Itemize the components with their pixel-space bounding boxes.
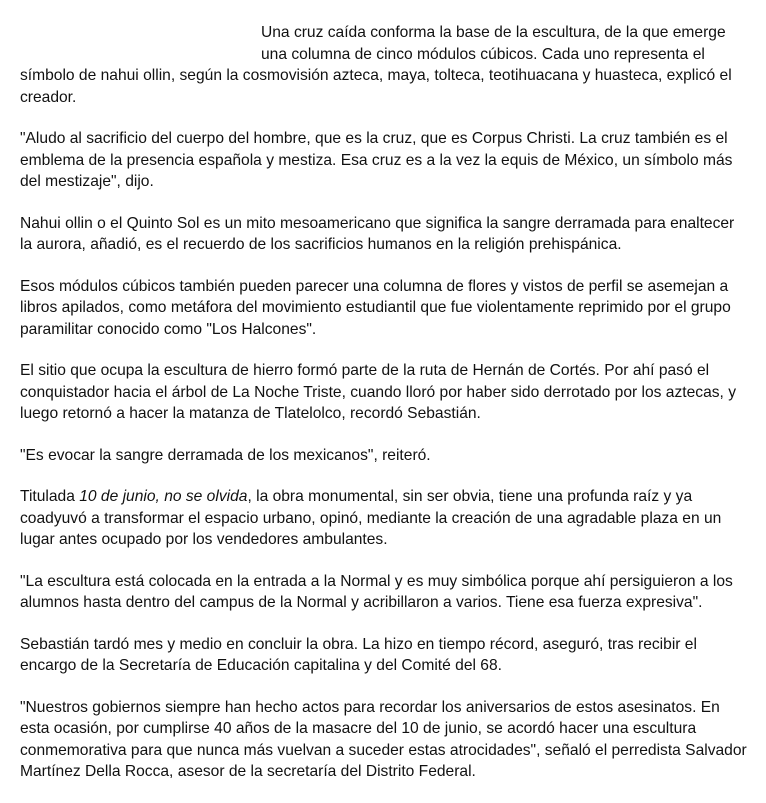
paragraph-7 [20,486,750,551]
text-line: lugar antes ocupado por los vendedores ambulantes. [20,531,388,548]
text-line: El sitio que ocupa la escultura de hierro formó parte de la ruta de Hernán de Cortés. Por ahí pasó el [20,362,710,379]
text-line: "Nuestros gobiernos siempre han hecho actos para recordar los aniversarios de estos asesinatos. En [20,698,720,716]
paragraph-10 [20,697,750,783]
text-line: esta ocasión, por cumplirse 40 años de la masacre del 10 de junio, se acordó hacer una escultura [20,720,697,737]
paragraph-2 [20,128,750,193]
paragraph-9 [20,634,750,677]
text-line: Esos módulos cúbicos también pueden parecer una columna de flores y vistos de perfil se asemejan a [20,277,729,295]
paragraph-1 [20,22,750,108]
text-line: creador. [20,88,77,106]
text-line: libros apilados, como metáfora del movimiento estudiantil que fue violentamente reprimido por el grupo [20,299,731,316]
paragraph-4 [20,276,750,341]
text-line: "La escultura está colocada en la entrada a la Normal y es muy simbólica porque ahí persiguieron a los [20,572,733,590]
paragraph-5 [20,360,750,425]
text-line: alumnos hasta dentro del campus de la Normal y acribillaron a varios. Tiene esa fuerza expresiva". [20,594,703,611]
article-body [20,22,750,803]
text-line: "Es evocar la sangre derramada de los mexicanos", reiteró. [20,446,431,464]
paragraph-3 [20,213,750,256]
text-line: Sebastián tardó mes y medio en concluir la obra. La hizo en tiempo récord, aseguró, tras recibir el [20,635,697,653]
text-line: emblema de la presencia española y mestiza. Esa cruz es a la vez la equis de México, un símbolo más [20,151,733,169]
text-line: paramilitar conocido como "Los Halcones". [20,320,317,338]
artwork-title: 10 de junio, no se olvida [79,488,248,505]
text-line: del mestizaje", dijo. [20,173,154,190]
text-line: Nahui ollin o el Quinto Sol es un mito mesoamericano que significa la sangre derramada para enaltecer [20,214,735,232]
text-line: conquistador hacia el árbol de La Noche Triste, cuando lloró por haber sido derrotado por los aztecas, y [20,383,737,401]
text-line: Una cruz caída conforma la base de la escultura, de la que emerge [261,24,726,41]
text-line: "Aludo al sacrificio del cuerpo del hombre, que es la cruz, que es Corpus Christi. La cruz también es el [20,130,728,147]
paragraph-6 [20,445,750,467]
paragraph-8 [20,571,750,614]
text-line: luego retornó a hacer la matanza de Tlatelolco, recordó Sebastián. [20,405,481,422]
text-run: Titulada [20,488,80,505]
text-line: conmemorativa para que nunca más vuelvan a suceder estas atrocidades", señaló el perredista Salvador [20,741,747,759]
text-line: encargo de la Secretaría de Educación capitalina y del Comité del 68. [20,657,502,674]
text-line [20,486,750,508]
text-line: una columna de cinco módulos cúbicos. Cada uno representa el [261,45,705,63]
text-run: , la obra monumental, sin ser obvia, tiene una profunda raíz y ya [247,488,693,505]
text-line: Martínez Della Rocca, asesor de la secretaría del Distrito Federal. [20,763,476,780]
text-line: la aurora, añadió, es el recuerdo de los sacrificios humanos en la religión prehispánica. [20,236,622,253]
text-line: coadyuvó a transformar el espacio urbano, opinó, mediante la creación de una agradable plaza en un [20,509,722,527]
text-line: símbolo de nahui ollin, según la cosmovisión azteca, maya, tolteca, teotihuacana y huasteca, explicó el [20,67,732,84]
